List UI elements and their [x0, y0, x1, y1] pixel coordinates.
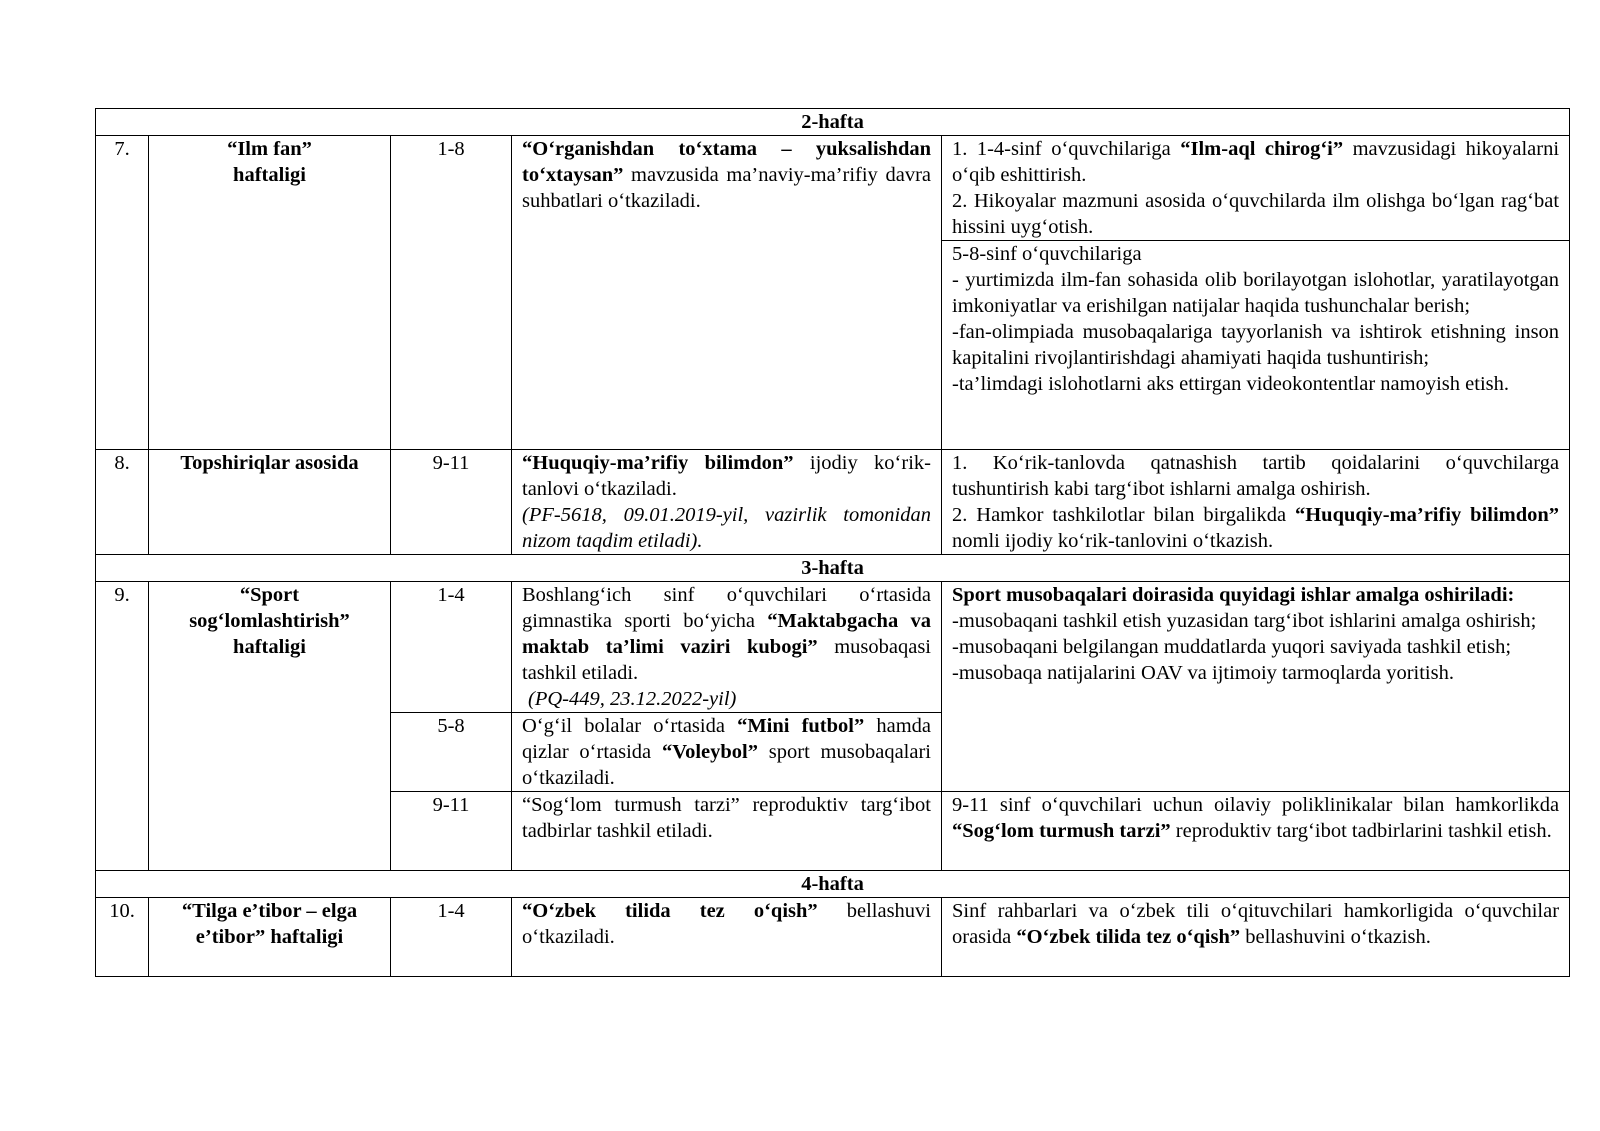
activity-plan-table [95, 108, 1570, 977]
event-text: O‘g‘il bolalar o‘rtasida [522, 715, 738, 737]
action-text: mavzusidagi hikoyalarni o‘qib eshittirish. [952, 138, 1560, 186]
action-cell [942, 241, 1570, 450]
action-text: nomli ijodiy ko‘rik-tanlovini o‘tkazish. [952, 530, 1274, 552]
title-line: sog‘lomlashtirish” [189, 610, 350, 632]
event-description [512, 450, 942, 555]
action-emphasis: Sport musobaqalari doirasida quyidagi ishlar amalga oshiriladi: [952, 584, 1515, 606]
title-line: haftaligi [233, 636, 306, 658]
action-item: -musobaqani tashkil etish yuzasidan targ‘ibot ishlarini amalga oshirish; [952, 610, 1537, 632]
event-name: “Voleybol” [661, 741, 759, 763]
action-item: -musobaqani belgilangan muddatlarda yuqori saviyada tashkil etish; [952, 636, 1512, 658]
action-text: bellashuvini o‘tkazish. [1240, 926, 1431, 948]
title-line: “Ilm fan” [227, 138, 312, 160]
action-cell [942, 582, 1570, 792]
event-text [522, 450, 931, 502]
action-item [952, 136, 1559, 188]
event-text [522, 582, 931, 686]
decree-reference: (PQ-449, 23.12.2022-yil) [528, 688, 737, 710]
event-name: “Maktabgacha va maktab ta’limi vaziri kubogi” [522, 610, 931, 658]
class-range: 5-8 [391, 713, 512, 792]
table-row [96, 582, 1570, 713]
action-item [952, 502, 1559, 554]
class-range: 1-4 [391, 582, 512, 713]
event-description [512, 713, 942, 792]
action-item: - yurtimizda ilm-fan sohasida olib borilayotgan islohotlar, yaratilayotgan imkoniyatlar va erishilgan natijalar haqida tushunchalar berish; [952, 269, 1560, 317]
event-text: sport musobaqalari o‘tkaziladi. [522, 741, 931, 789]
table-row [96, 450, 1570, 555]
action-item: 2. Hikoyalar mazmuni asosida o‘quvchilarda ilm olishga bo‘lgan rag‘bat hissini uyg‘otish. [952, 190, 1560, 238]
action-text: reproduktiv targ‘ibot tadbirlarini tashkil etish. [1170, 820, 1552, 842]
action-cell [942, 136, 1570, 241]
action-text: 9-11 sinf o‘quvchilari uchun oilaviy poliklinikalar bilan hamkorlikda [952, 794, 1560, 816]
table-row [96, 136, 1570, 241]
title-line: haftaligi [233, 164, 306, 186]
event-text: ijodiy ko‘rik-tanlovi o‘tkaziladi. [522, 452, 931, 500]
event-title [149, 898, 391, 977]
week-header-row [96, 555, 1570, 582]
action-emphasis: “Huquqiy-ma’rifiy bilimdon” [1294, 504, 1560, 526]
event-description [512, 136, 942, 450]
title-line: “Sport [239, 584, 300, 606]
week-header-row [96, 109, 1570, 136]
event-name: “Mini futbol” [737, 715, 865, 737]
action-text: 1. 1-4-sinf o‘quvchilariga [952, 138, 1181, 160]
event-description: “Sog‘lom turmush tarzi” reproduktiv targ‘ibot tadbirlar tashkil etiladi. [512, 792, 942, 871]
event-text: bellashuvi o‘tkaziladi. [522, 900, 931, 948]
event-text: Boshlang‘ich sinf o‘quvchilari o‘rtasida gimnastika sporti bo‘yicha [522, 584, 931, 632]
week-header-row [96, 871, 1570, 898]
week-heading: 2-hafta [96, 109, 1570, 136]
action-emphasis: “O‘zbek tilida tez o‘qish” [1016, 926, 1241, 948]
action-heading [952, 582, 1559, 608]
action-cell [942, 898, 1570, 977]
event-note [522, 686, 931, 712]
event-description [512, 898, 942, 977]
action-heading: 5-8-sinf o‘quvchilariga [952, 243, 1142, 265]
title-line: “Tilga e’tibor – elga [181, 900, 358, 922]
action-item: 1. Ko‘rik-tanlovda qatnashish tartib qoidalarini o‘quvchilarga tushuntirish kabi targ‘ibot ishlarni amalga oshirish. [952, 452, 1560, 500]
row-number: 10. [96, 898, 149, 977]
event-text: hamda qizlar o‘rtasida [522, 715, 931, 763]
action-cell [942, 792, 1570, 871]
action-emphasis: “Sog‘lom turmush tarzi” [952, 820, 1171, 842]
class-range: 1-8 [391, 136, 512, 450]
row-number: 7. [96, 136, 149, 450]
event-title [149, 136, 391, 450]
event-title: Topshiriqlar asosida [149, 450, 391, 555]
event-name: “Huquqiy-ma’rifiy bilimdon” [522, 452, 794, 474]
row-number: 9. [96, 582, 149, 871]
action-emphasis: “Ilm-aql chirog‘i” [1180, 138, 1344, 160]
row-number: 8. [96, 450, 149, 555]
event-text: musobaqasi tashkil etiladi. [522, 636, 931, 684]
table-row [96, 898, 1570, 977]
event-name: “O‘rganishdan to‘xtama – yuksalishdan to‘xtaysan” [522, 138, 931, 186]
title-line: e’tibor” haftaligi [195, 926, 344, 948]
event-name: “O‘zbek tilida tez o‘qish” [522, 900, 818, 922]
decree-reference: (PF-5618, 09.01.2019-yil, vazirlik tomonidan nizom taqdim etiladi). [522, 504, 931, 552]
event-text: mavzusida ma’naviy-ma’rifiy davra suhbatlari o‘tkaziladi. [522, 164, 931, 212]
class-range: 9-11 [391, 792, 512, 871]
class-range: 1-4 [391, 898, 512, 977]
class-range: 9-11 [391, 450, 512, 555]
week-heading: 4-hafta [96, 871, 1570, 898]
event-title [149, 582, 391, 871]
action-cell [942, 450, 1570, 555]
action-item: -musobaqa natijalarini OAV va ijtimoiy tarmoqlarda yoritish. [952, 662, 1454, 684]
action-text: Sinf rahbarlari va o‘zbek tili o‘qituvchilari hamkorligida o‘quvchilar orasida [952, 900, 1560, 948]
event-note [522, 502, 931, 554]
action-item: -ta’limdagi islohotlarni aks ettirgan videokontentlar namoyish etish. [952, 373, 1509, 395]
event-description [512, 582, 942, 713]
action-text: 2. Hamkor tashkilotlar bilan birgalikda [952, 504, 1295, 526]
action-item: -fan-olimpiada musobaqalariga tayyorlanish va ishtirok etishning inson kapitalini rivojlantirishdagi ahamiyati haqida tushuntirish; [952, 321, 1560, 369]
week-heading: 3-hafta [96, 555, 1570, 582]
